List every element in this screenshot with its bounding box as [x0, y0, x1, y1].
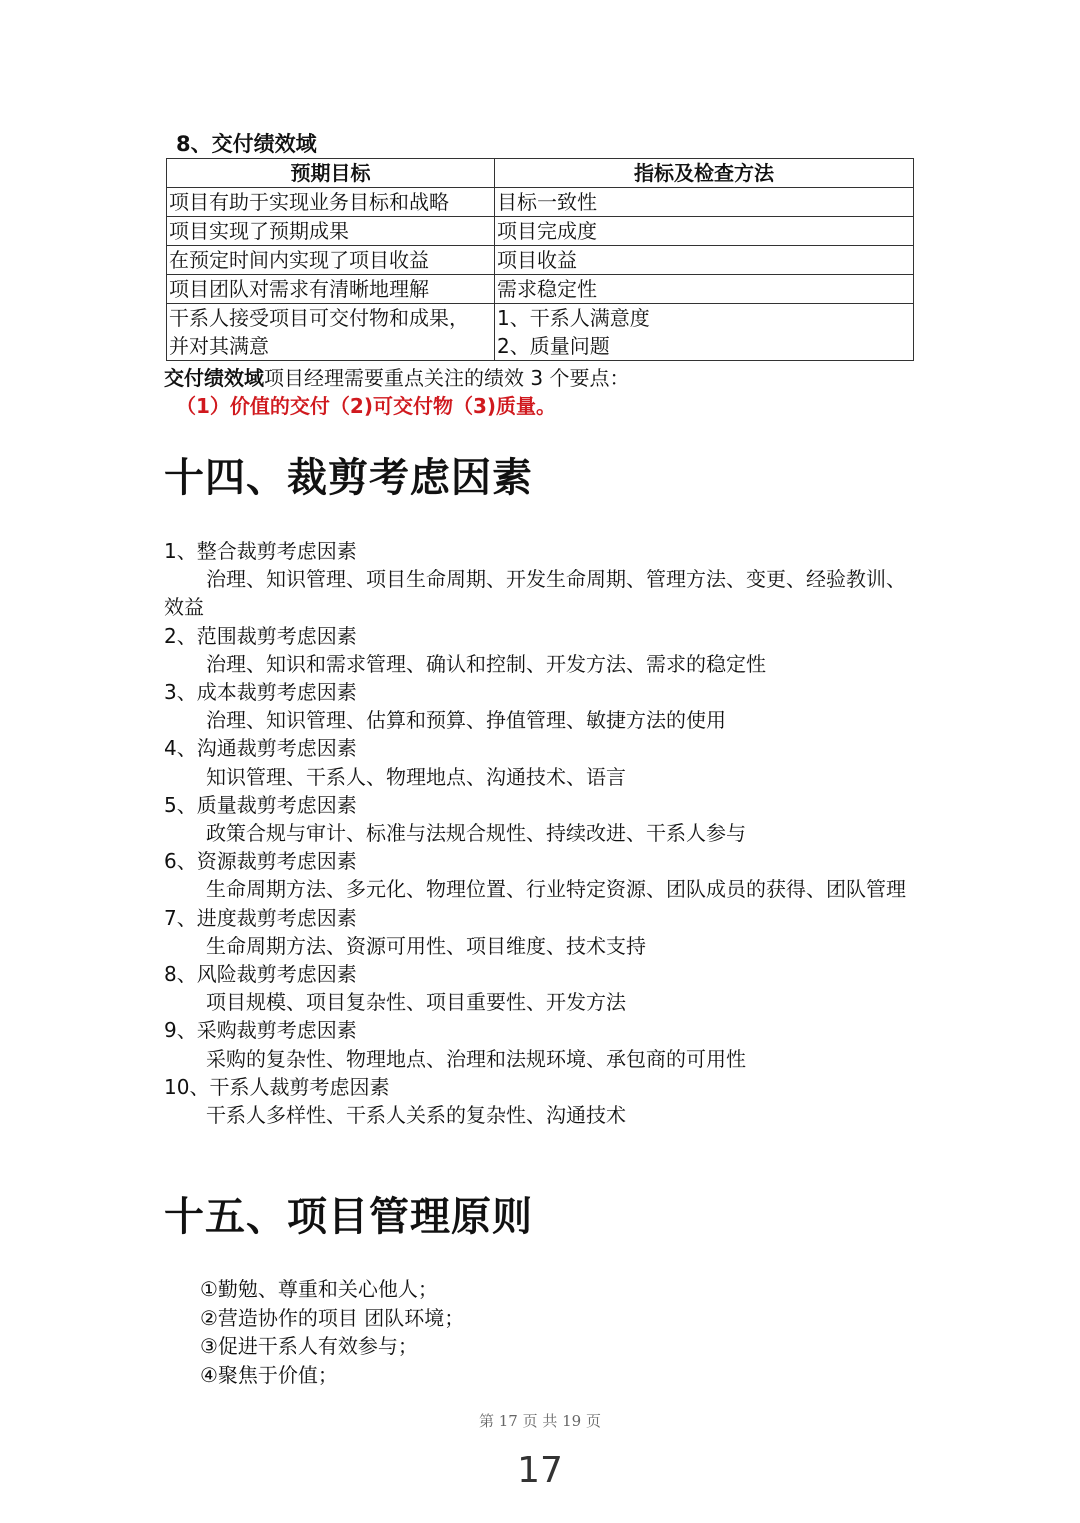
factor-heading: 10、干系人裁剪考虑因素	[164, 1074, 390, 1099]
list-item: ①勤勉、尊重和关心他人；	[200, 1277, 438, 1301]
list-item	[164, 678, 924, 734]
list-item	[164, 960, 924, 1016]
delivery-performance-table	[166, 158, 914, 361]
list-item	[164, 622, 924, 678]
list-item	[164, 537, 924, 622]
goal-cell: 在预定时间内实现了项目收益	[167, 246, 495, 275]
page-footer: 第 17 页 共 19 页	[478, 1412, 601, 1430]
goal-line: 干系人接受项目可交付物和成果，	[169, 306, 469, 330]
check-cell: 需求稳定性	[495, 275, 914, 304]
list-item: ③促进干系人有效参与；	[200, 1334, 418, 1358]
focus-statement	[164, 364, 629, 392]
goal-cell: 项目实现了预期成果	[167, 217, 495, 246]
table-row	[167, 217, 914, 246]
check-line: 1、干系人满意度	[497, 306, 650, 330]
table-row	[167, 188, 914, 217]
focus-points: （1）价值的交付（2)可交付物（3)质量。	[176, 394, 557, 418]
section-15-title: 十五、项目管理原则	[164, 1194, 533, 1240]
focus-bold-term: 交付绩效域	[164, 366, 264, 390]
principles-list	[200, 1275, 464, 1389]
check-cell: 项目收益	[495, 246, 914, 275]
section-14-title: 十四、裁剪考虑因素	[164, 455, 533, 501]
factor-heading: 7、进度裁剪考虑因素	[164, 905, 357, 930]
factor-description: 知识管理、干系人、物理地点、沟通技术、语言	[206, 764, 626, 789]
header-expected-goal: 预期目标	[167, 159, 495, 188]
factor-description: 治理、知识和需求管理、确认和控制、开发方法、需求的稳定性	[206, 651, 766, 676]
list-item: ④聚焦于价值；	[200, 1362, 338, 1387]
factor-heading: 1、整合裁剪考虑因素	[164, 539, 357, 563]
factor-description: 干系人多样性、干系人关系的复杂性、沟通技术	[206, 1103, 626, 1128]
goal-cell	[167, 304, 495, 361]
list-item	[164, 904, 924, 960]
goal-cell: 项目团队对需求有清晰地理解	[167, 275, 495, 304]
goal-cell: 项目有助于实现业务目标和战略	[167, 188, 495, 217]
factor-heading: 5、质量裁剪考虑因素	[164, 792, 357, 817]
factor-description: 生命周期方法、资源可用性、项目维度、技术支持	[206, 933, 646, 958]
factor-description: 采购的复杂性、物理地点、治理和法规环境、承包商的可用性	[206, 1046, 746, 1071]
check-cell: 项目完成度	[495, 217, 914, 246]
list-item	[164, 1016, 924, 1072]
list-item	[164, 734, 924, 790]
table-row	[167, 304, 914, 361]
page-number: 17	[517, 1450, 563, 1491]
section-8-title: 8、交付绩效域	[176, 132, 317, 156]
table-header-row	[167, 159, 914, 188]
factor-heading: 3、成本裁剪考虑因素	[164, 680, 357, 705]
factor-heading: 6、资源裁剪考虑因素	[164, 849, 357, 874]
goal-line: 并对其满意	[169, 334, 269, 358]
factor-heading: 9、采购裁剪考虑因素	[164, 1018, 357, 1043]
factor-description: 治理、知识管理、估算和预算、挣值管理、敏捷方法的使用	[206, 708, 726, 733]
table-row	[167, 275, 914, 304]
list-item	[164, 1073, 924, 1129]
factor-description: 政策合规与审计、标准与法规合规性、持续改进、干系人参与	[206, 821, 746, 846]
check-cell: 目标一致性	[495, 188, 914, 217]
factor-heading: 4、沟通裁剪考虑因素	[164, 736, 357, 761]
header-check-method: 指标及检查方法	[495, 159, 914, 188]
tailoring-factors-list	[164, 537, 924, 1129]
check-line: 2、质量问题	[497, 334, 610, 358]
factor-description: 项目规模、项目复杂性、项目重要性、开发方法	[206, 990, 626, 1015]
focus-rest-text: 项目经理需要重点关注的绩效 3 个要点：	[264, 366, 630, 390]
check-cell	[495, 304, 914, 361]
list-item	[164, 791, 924, 847]
factor-heading: 8、风险裁剪考虑因素	[164, 962, 357, 987]
list-item	[164, 847, 924, 903]
factor-description: 治理、知识管理、项目生命周期、开发生命周期、管理方法、变更、经验教训、效益	[164, 567, 906, 620]
list-item: ②营造协作的项目 团队环境；	[200, 1305, 465, 1330]
factor-heading: 2、范围裁剪考虑因素	[164, 623, 357, 648]
factor-description: 生命周期方法、多元化、物理位置、行业特定资源、团队成员的获得、团队管理	[206, 877, 906, 902]
table-row	[167, 246, 914, 275]
